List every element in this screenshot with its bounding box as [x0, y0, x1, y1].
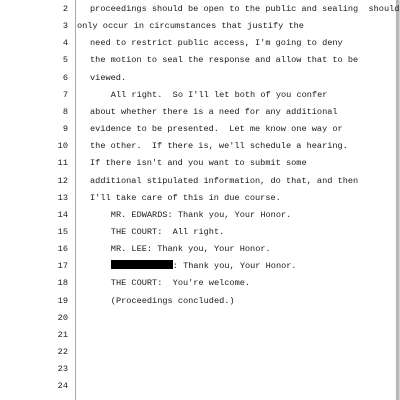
line-number: 2 — [62, 4, 68, 14]
line-text: If there isn't and you want to submit some — [90, 158, 307, 169]
line-text: THE COURT: All right. — [110, 226, 225, 237]
transcript-line — [20, 344, 390, 360]
line-text: MR. EDWARDS: Thank you, Your Honor. — [110, 209, 292, 220]
transcript-line — [20, 121, 390, 137]
line-number: 7 — [62, 89, 68, 100]
line-number: 18 — [57, 278, 68, 289]
page-right-edge — [396, 0, 399, 400]
line-number: 21 — [57, 329, 68, 340]
line-text: evidence to be presented. Let me know one way or — [90, 124, 343, 135]
line-text: the other. If there is, we'll schedule a hearing. — [90, 141, 348, 152]
transcript-line — [20, 327, 390, 343]
line-number: 5 — [62, 55, 68, 66]
line-number: 11 — [57, 158, 68, 169]
transcript-line — [20, 361, 390, 377]
line-text: All right. So I'll let both of you confer — [110, 89, 328, 100]
transcript-line — [20, 35, 390, 51]
transcript-line — [20, 224, 390, 240]
line-text — [111, 258, 297, 274]
line-text: THE COURT: You're welcome. — [110, 278, 251, 289]
line-number: 23 — [57, 364, 68, 375]
line-number: 9 — [62, 124, 68, 135]
transcript-line — [20, 173, 390, 189]
line-number: 22 — [57, 347, 68, 357]
transcript-line — [20, 70, 390, 86]
transcript-line — [20, 378, 390, 394]
line-number: 10 — [57, 141, 68, 152]
line-text: viewed. — [90, 72, 127, 83]
line-number: 19 — [57, 295, 68, 306]
transcript-line — [20, 138, 390, 154]
line-number: 4 — [62, 38, 68, 49]
transcript-line — [20, 104, 390, 120]
transcript-line — [20, 1, 400, 17]
transcript-line — [20, 190, 390, 206]
line-number: 17 — [57, 261, 68, 272]
line-number: 6 — [62, 72, 68, 83]
line-number: 13 — [57, 192, 68, 203]
transcript-page — [20, 0, 400, 400]
transcript-line — [20, 310, 390, 326]
transcript-line — [20, 52, 390, 68]
redaction-bar — [111, 260, 173, 269]
transcript-line — [20, 258, 390, 274]
line-number: 8 — [62, 106, 68, 117]
transcript-line — [20, 241, 390, 257]
line-text: need to restrict public access, I'm going to deny — [90, 38, 343, 49]
transcript-line — [20, 275, 390, 291]
transcript-line — [20, 207, 390, 223]
line-text: MR. LEE: Thank you, Your Honor. — [110, 244, 271, 255]
line-text: only occur in circumstances that justify the — [77, 21, 304, 32]
line-number: 3 — [62, 21, 68, 32]
transcript-line — [20, 87, 390, 103]
line-text: proceedings should be open to the public and sealing should — [90, 4, 400, 14]
line-text: additional stipulated information, do that, and then — [90, 175, 359, 186]
line-number: 20 — [57, 312, 68, 323]
line-number: 15 — [57, 226, 68, 237]
transcript-line — [20, 293, 390, 309]
transcript-line — [20, 18, 390, 34]
line-number: 24 — [57, 381, 68, 392]
line-number: 16 — [57, 244, 68, 255]
line-text: (Proceedings concluded.) — [110, 295, 235, 306]
line-text: the motion to seal the response and allow that to be — [90, 55, 359, 66]
line-text: about whether there is a need for any additional — [90, 106, 338, 117]
line-number: 12 — [57, 175, 68, 186]
line-number: 14 — [57, 209, 68, 220]
line-text-after-redaction: : Thank you, Your Honor. — [172, 261, 297, 272]
transcript-line — [20, 155, 390, 171]
line-text: I'll take care of this in due course. — [90, 192, 281, 203]
